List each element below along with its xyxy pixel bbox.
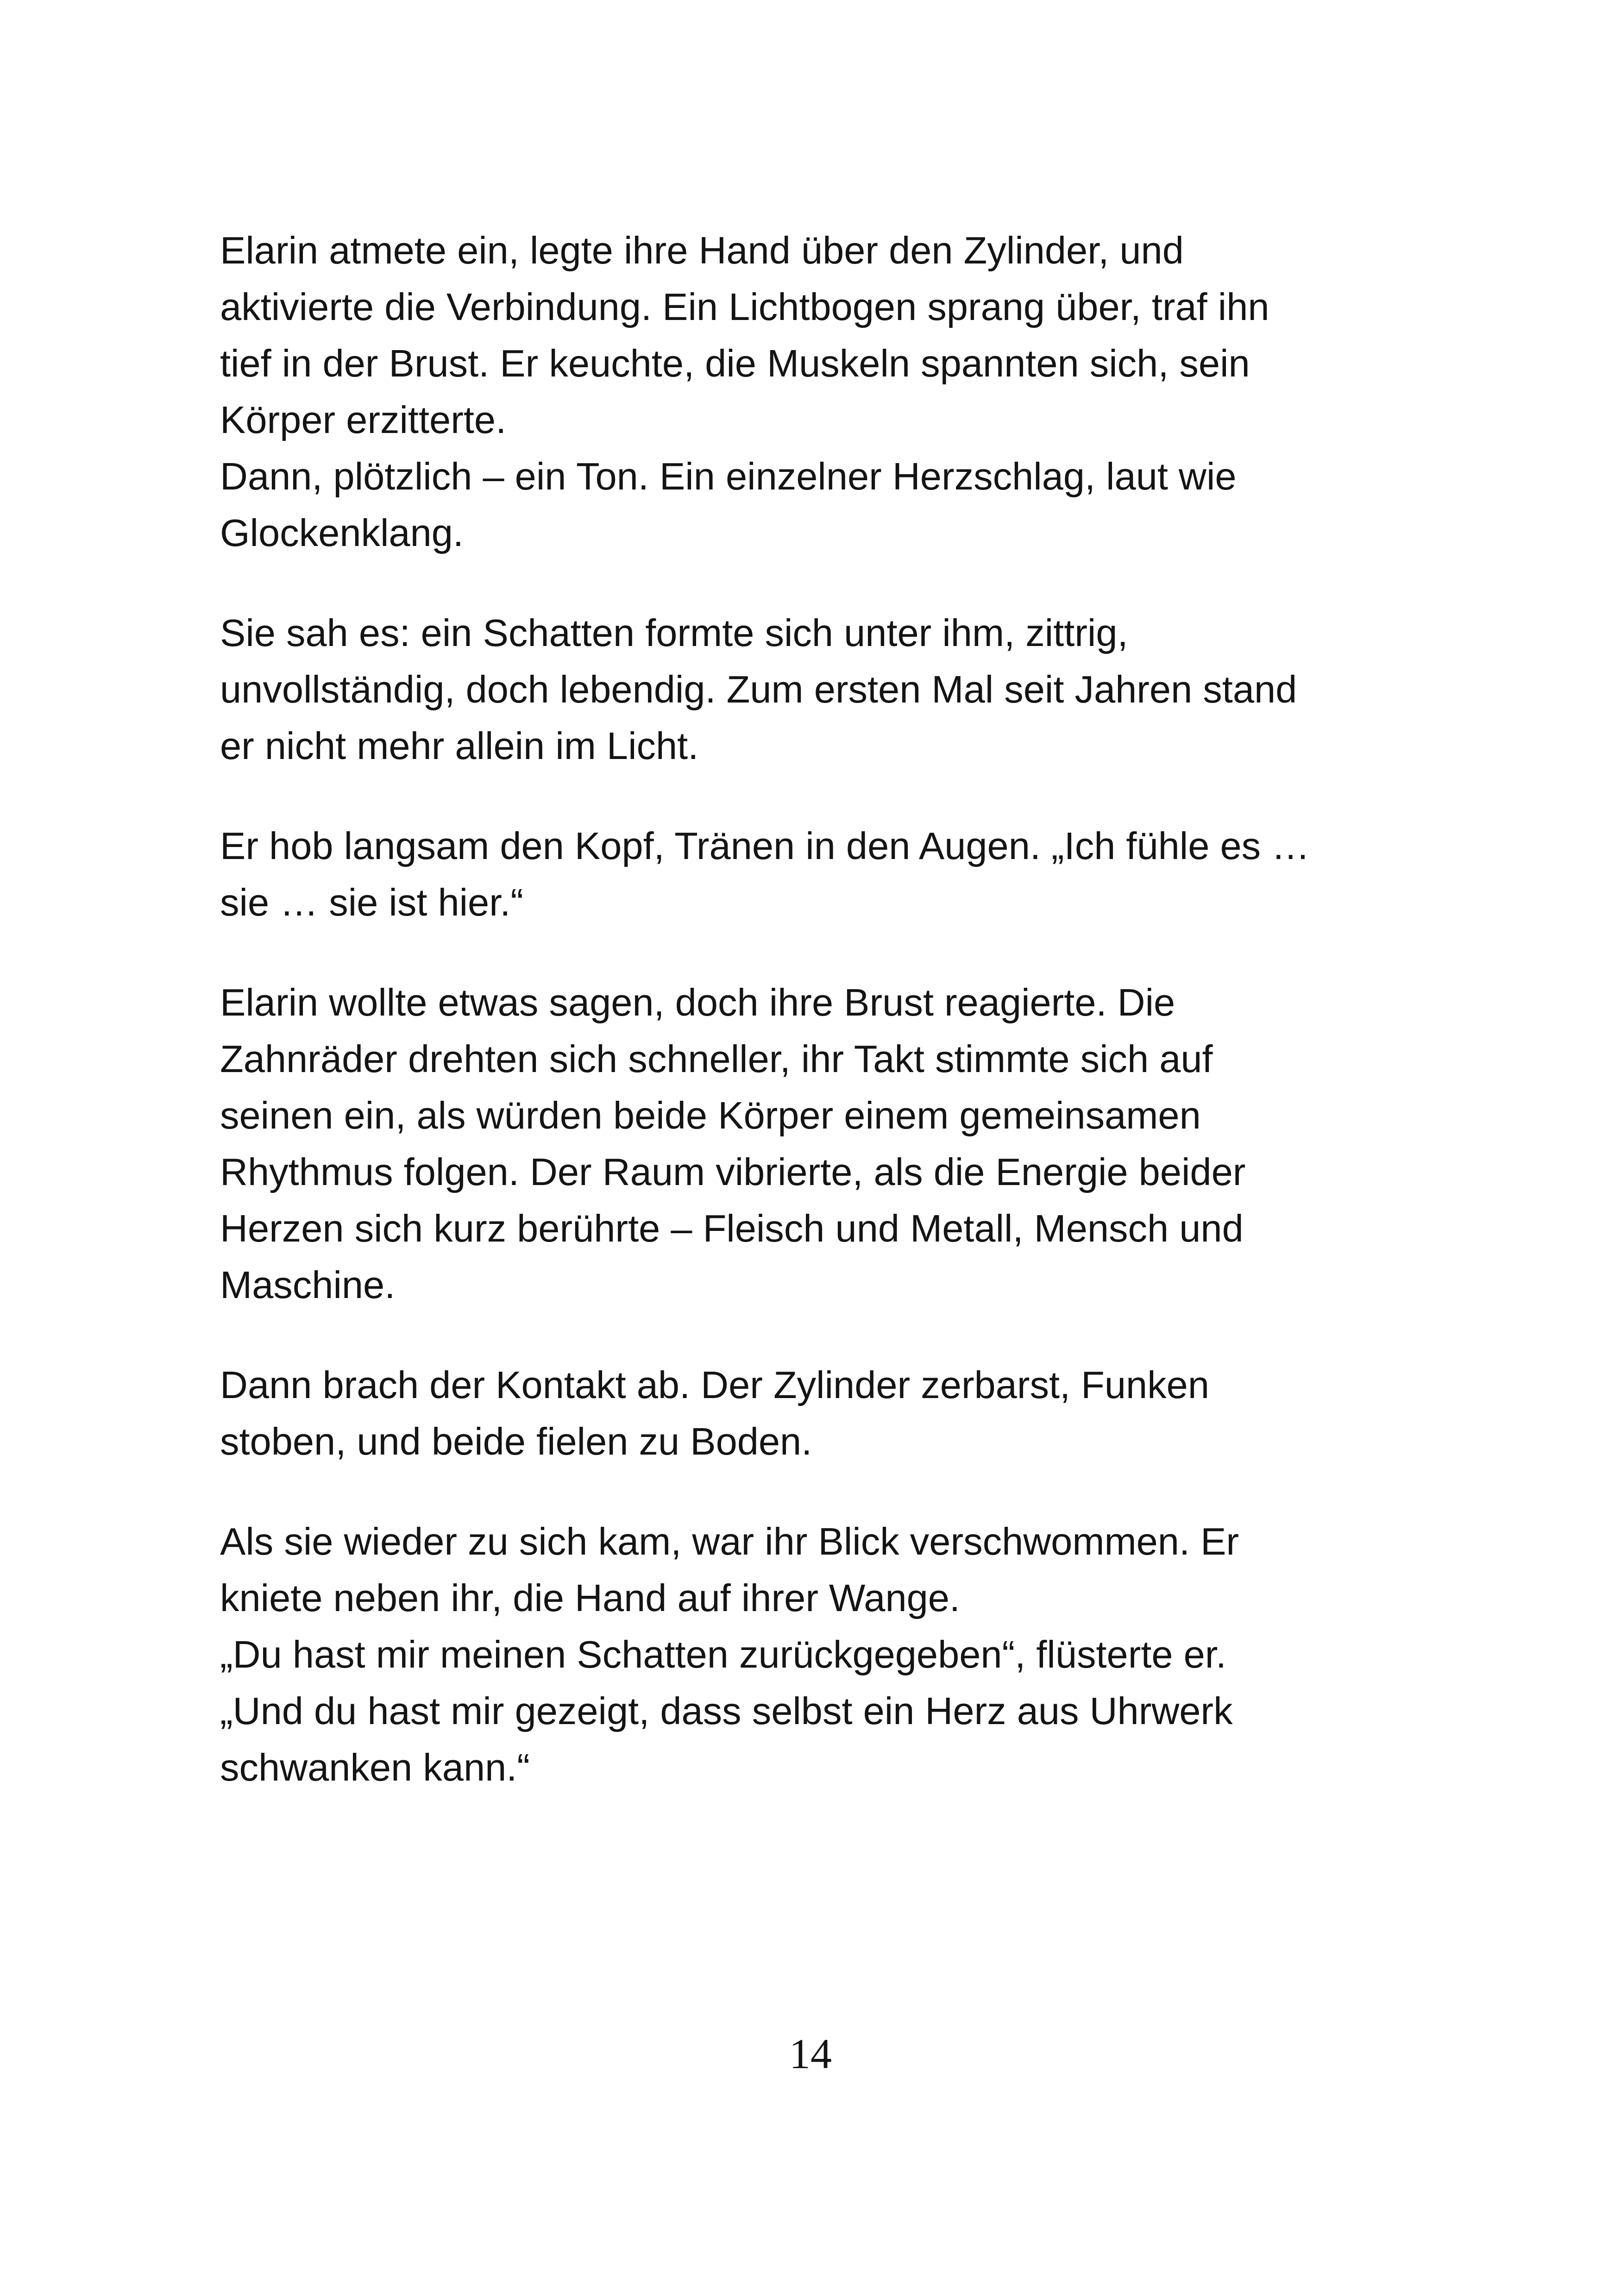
paragraph-3 — [220, 818, 1443, 931]
text-line: Maschine. — [220, 1263, 396, 1306]
text-line: tief in der Brust. Er keuchte, die Muskeln spannten sich, sein — [220, 342, 1250, 385]
text-line: „Du hast mir meinen Schatten zurückgegeben“, flüsterte er. — [220, 1633, 1226, 1676]
text-line: Dann brach der Kontakt ab. Der Zylinder zerbarst, Funken — [220, 1363, 1209, 1406]
text-line: Herzen sich kurz berührte – Fleisch und Metall, Mensch und — [220, 1207, 1244, 1250]
text-line: Dann, plötzlich – ein Ton. Ein einzelner Herzschlag, laut wie — [220, 455, 1237, 498]
text-line: Rhythmus folgen. Der Raum vibrierte, als die Energie beider — [220, 1150, 1246, 1193]
paragraph-6 — [220, 1513, 1443, 1796]
body-text — [220, 222, 1443, 1796]
text-line: stoben, und beide fielen zu Boden. — [220, 1420, 812, 1463]
text-line: aktivierte die Verbindung. Ein Lichtbogen sprang über, traf ihn — [220, 285, 1269, 328]
text-line: sie … sie ist hier.“ — [220, 881, 523, 924]
paragraph-4 — [220, 974, 1443, 1313]
text-line: Er hob langsam den Kopf, Tränen in den Augen. „Ich fühle es … — [220, 824, 1310, 867]
text-line: seinen ein, als würden beide Körper einem gemeinsamen — [220, 1094, 1201, 1137]
text-line: Elarin atmete ein, legte ihre Hand über den Zylinder, und — [220, 229, 1184, 272]
paragraph-1 — [220, 222, 1443, 561]
paragraph-5 — [220, 1357, 1443, 1470]
page-number: 14 — [789, 2030, 832, 2077]
text-line: Glockenklang. — [220, 511, 464, 554]
text-line: er nicht mehr allein im Licht. — [220, 724, 699, 767]
text-line: kniete neben ihr, die Hand auf ihrer Wange. — [220, 1576, 960, 1619]
text-line: Sie sah es: ein Schatten formte sich unter ihm, zittrig, — [220, 611, 1128, 654]
text-line: Elarin wollte etwas sagen, doch ihre Brust reagierte. Die — [220, 981, 1175, 1024]
paragraph-2 — [220, 605, 1443, 774]
text-line: schwanken kann.“ — [220, 1746, 530, 1789]
text-line: unvollständig, doch lebendig. Zum ersten Mal seit Jahren stand — [220, 668, 1297, 711]
text-line: Körper erzitterte. — [220, 398, 507, 441]
text-line: Zahnräder drehten sich schneller, ihr Takt stimmte sich auf — [220, 1037, 1213, 1080]
text-line: „Und du hast mir gezeigt, dass selbst ein Herz aus Uhrwerk — [220, 1689, 1233, 1732]
text-line: Als sie wieder zu sich kam, war ihr Blick verschwommen. Er — [220, 1520, 1239, 1563]
